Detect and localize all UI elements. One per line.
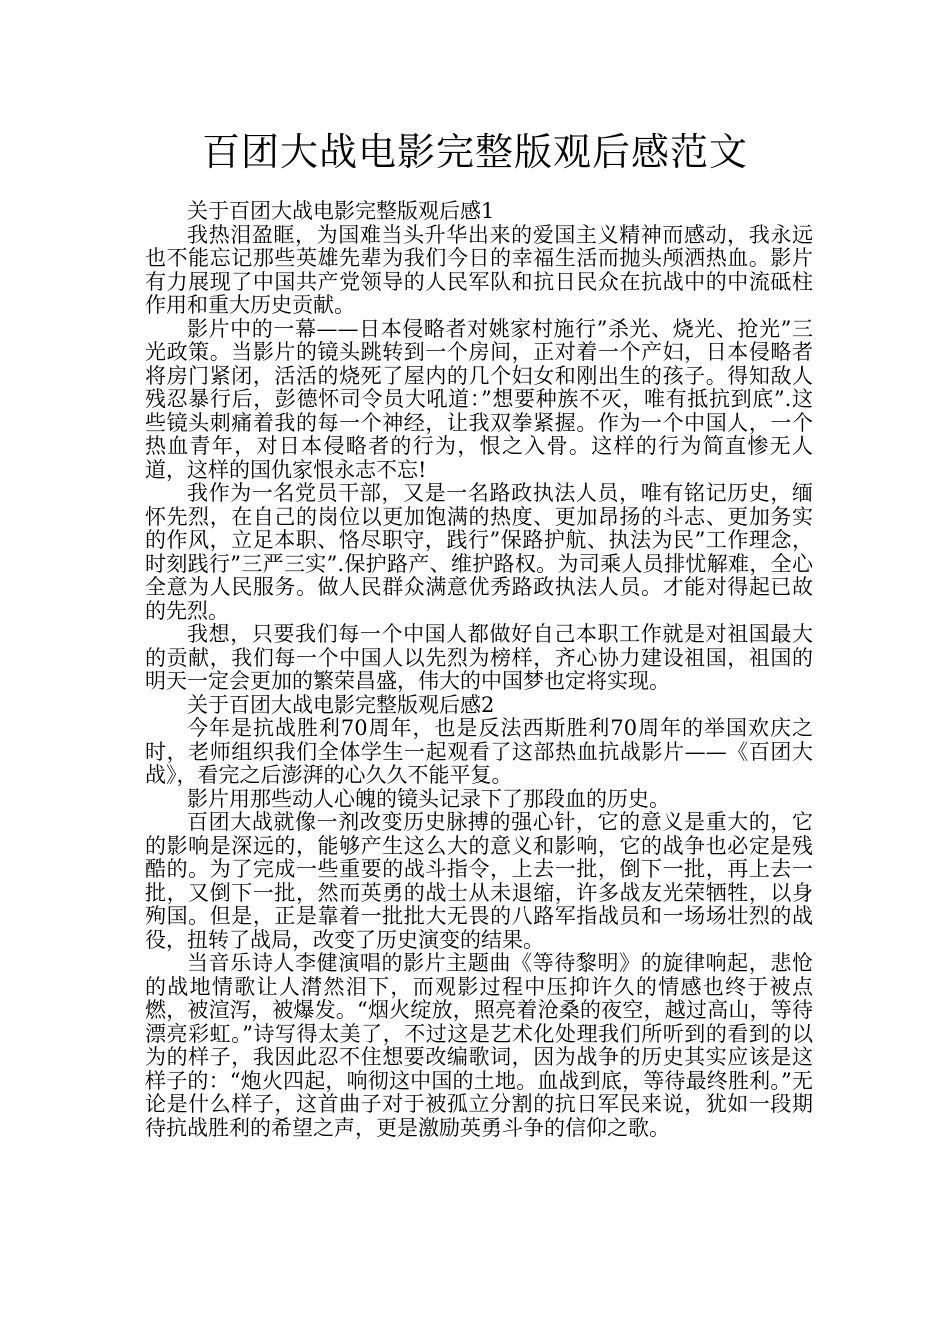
paragraph: 我热泪盈眶，为国难当头升华出来的爱国主义精神而感动，我永远也不能忘记那些英雄先辈为我们今日的幸福生活而抛头颅洒热血。影片有力展现了中国共产党领导的人民军队和抗日民众在抗战中的中流砥柱作用和重大历史贡献。 <box>145 222 813 317</box>
document-title: 百团大战电影完整版观后感范文 <box>201 130 748 174</box>
paragraph: 今年是抗战胜利70周年，也是反法西斯胜利70周年的举国欢庆之时，老师组织我们全体学生一起观看了这部热血抗战影片——《百团大战》，看完之后澎湃的心久久不能平复。 <box>145 716 813 787</box>
paragraph: 影片用那些动人心魄的镜头记录下了那段血的历史。 <box>187 786 670 811</box>
document-body <box>145 200 813 1140</box>
section-heading-1: 关于百团大战电影完整版观后感1 <box>187 199 495 223</box>
paragraph: 百团大战就像一剂改变历史脉搏的强心针，它的意义是重大的，它的影响是深远的，能够产生这么大的意义和影响，它的战争也必定是残酷的。为了完成一些重要的战斗指令，上去一批，倒下一批，再上去一批，又倒下一批，然而英勇的战士从未退缩，许多战友光荣牺牲，以身殉国。但是，正是靠着一批批大无畏的八路军指战员和一场场壮烈的战役，扭转了战局，改变了历史演变的结果。 <box>145 810 813 952</box>
paragraph: 我想，只要我们每一个中国人都做好自己本职工作就是对祖国最大的贡献，我们每一个中国人以先烈为榜样，齐心协力建设祖国，祖国的明天一定会更加的繁荣昌盛，伟大的中国梦也定将实现。 <box>145 622 813 693</box>
paragraph: 当音乐诗人李健演唱的影片主题曲《等待黎明》的旋律响起，悲怆的战地情歌让人潸然泪下，而观影过程中压抑许久的情感也终于被点燃，被渲泻，被爆发。“烟火绽放，照亮着沧桑的夜空，越过高山，等待漂亮彩虹。”诗写得太美了，不过这是艺术化处理我们所听到的看到的以为的样子，我因此忍不住想要改编歌词，因为战争的历史其实应该是这样子的：“炮火四起，响彻这中国的土地。血战到底，等待最终胜利。”无论是什么样子，这首曲子对于被孤立分割的抗日军民来说，犹如一段期待抗战胜利的希望之声，更是激励英勇斗争的信仰之歌。 <box>145 951 813 1140</box>
paragraph: 影片中的一幕——日本侵略者对姚家村施行”杀光、烧光、抢光”三光政策。当影片的镜头跳转到一个房间，正对着一个产妇，日本侵略者将房门紧闭，活活的烧死了屋内的几个妇女和刚出生的孩子。得知敌人残忍暴行后，彭德怀司令员大吼道：”想要种族不灭，唯有抵抗到底”.这些镜头刺痛着我的每一个神经，让我双拳紧握。作为一个中国人，一个热血青年，对日本侵略者的行为，恨之入骨。这样的行为简直惨无人道，这样的国仇家恨永志不忘! <box>145 316 813 482</box>
paragraph: 我作为一名党员干部，又是一名路政执法人员，唯有铭记历史，缅怀先烈，在自己的岗位以更加饱满的热度、更加昂扬的斗志、更加务实的作风，立足本职、恪尽职守，践行”保路护航、执法为民”工作理念，时刻践行”三严三实”.保护路产、维护路权。为司乘人员排忧解难，全心全意为人民服务。做人民群众满意优秀路政执法人员。才能对得起已故的先烈。 <box>145 481 813 623</box>
section-heading-2: 关于百团大战电影完整版观后感2 <box>187 692 495 717</box>
